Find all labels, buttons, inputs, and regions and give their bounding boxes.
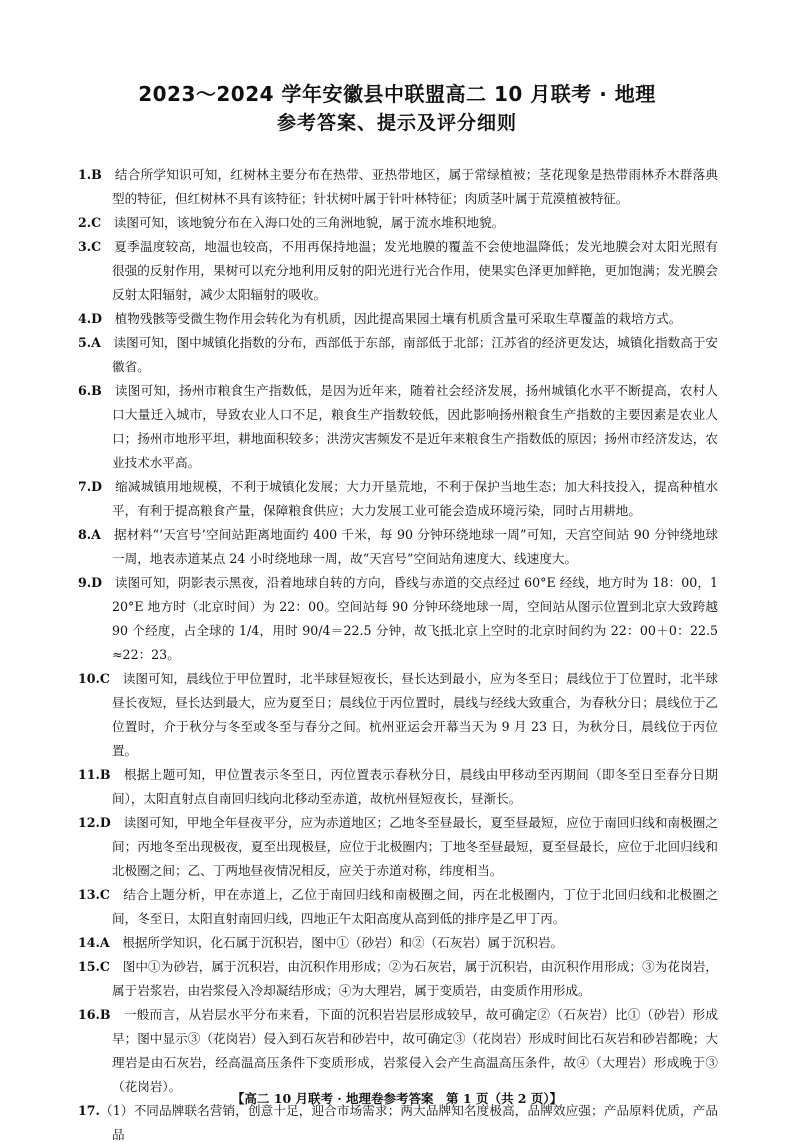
answer-text: 据材料“‘天宫号’空间站距离地面约 400 千米，每 90 分钟环绕地球一周”可知，天宫空间站 90 分钟绕地球一周，地表赤道某点 24 小时绕地球一周，故“天宫号”空间站角速度大、线速度大。	[112, 527, 719, 566]
answer-number: 17.	[78, 1103, 100, 1118]
answer-number: 15.C	[78, 959, 110, 974]
answer-number: 1.B	[78, 167, 102, 182]
answer-item-2	[78, 211, 718, 235]
page-title: 2023～2024 学年安徽县中联盟高二 10 月联考 · 地理	[138, 82, 656, 106]
answer-number: 6.B	[78, 383, 102, 398]
answer-item-8	[78, 523, 718, 571]
answer-number: 8.A	[78, 527, 101, 542]
page-subtitle: 参考答案、提示及评分细则	[276, 112, 517, 134]
answer-text: 结合上题分析，甲在赤道上，乙位于南回归线和南极圈之间，丙在北极圈内，丁位于北回归线和北极圈之间，冬至日，太阳直射南回归线，四地正午太阳高度从高到低的排序是乙甲丁丙。	[112, 887, 718, 926]
answer-number: 16.B	[78, 1007, 111, 1022]
answer-number: 10.C	[78, 671, 110, 686]
answer-number: 7.D	[78, 479, 103, 494]
answer-text: 夏季温度较高，地温也较高，不用再保持地温；发光地膜的覆盖不会使地温降低；发光地膜会对太阳光照有很强的反射作用，果树可以充分地利用反射的阳光进行光合作用，使果实色泽更加鲜艳，更加饱满；发光膜会反射太阳辐射，减少太阳辐射的吸收。	[112, 239, 719, 302]
answer-text: 结合所学知识可知，红树林主要分布在热带、亚热带地区，属于常绿植被；茎花现象是热带雨林乔木群落典型的特征，但红树林不具有该特征；针状树叶属于针叶林特征；肉质茎叶属于荒漠植被特征。	[112, 167, 719, 206]
answer-item-4	[78, 307, 718, 331]
answer-item-14	[78, 931, 718, 955]
answer-text: 根据所学知识，化石属于沉积岩，图中①（砂岩）和②（石灰岩）属于沉积岩。	[122, 935, 564, 950]
answer-item-11	[78, 763, 718, 811]
answer-text: 根据上题可知，甲位置表示冬至日，丙位置表示春秋分日，晨线由甲移动至丙期间（即冬至日至春分日期间），太阳直射点自南回归线向北移动至赤道，故杭州昼短夜长，昼渐长。	[112, 767, 719, 806]
answer-text: 图中①为砂岩，属于沉积岩，由沉积作用形成；②为石灰岩，属于沉积岩，由沉积作用形成；③为花岗岩，属于岩浆岩，由岩浆侵入冷却凝结形成；④为大理岩，属于变质岩，由变质作用形成。	[112, 959, 719, 998]
answer-text: 读图可知，阴影表示黑夜，沿着地球自转的方向，昏线与赤道的交点经过 60°E 经线，地方时为 18：00，120°E 地方时（北京时间）为 22：00。空间站每 90 分钟环绕地球一周，空间站从图示位置到北京大致跨越 90 个经度，占全球的 1/4，用时 90/4＝22.5 分钟，故飞抵北京上空时的北京时间约为 22：00＋0：22.5≈22：23。	[112, 575, 719, 662]
answer-number: 2.C	[78, 215, 102, 230]
answer-text: 读图可知，晨线位于甲位置时，北半球昼短夜长，昼长达到最小，应为冬至日；晨线位于丁位置时，北半球昼长夜短，昼长达到最大，应为夏至日；晨线位于丙位置时，晨线与经线大致重合，为春秋分日；晨线位于乙位置时，介于秋分与冬至或冬至与春分之间。杭州亚运会开幕当天为 9 月 23 日，为秋分日，晨线位于丙位置。	[112, 671, 719, 758]
answer-number: 5.A	[78, 335, 101, 350]
answer-item-10	[78, 667, 718, 763]
answer-item-7	[78, 475, 718, 523]
answer-number: 9.D	[78, 575, 103, 590]
answer-text: （1）不同品牌联名营销，创意十足，迎合市场需求；两大品牌知名度极高，品牌效应强；产品原料优质，产品品	[99, 1103, 718, 1142]
answer-item-15	[78, 955, 718, 1003]
answer-number: 13.C	[78, 887, 110, 902]
page-footer: 【高二 10 月联考 · 地理卷参考答案 第 1 页（共 2 页）】	[231, 1091, 563, 1106]
answer-text: 读图可知，甲地全年昼夜平分，应为赤道地区；乙地冬至昼最长，夏至昼最短，应位于南回归线和南极圈之间；丙地冬至出现极夜，夏至出现极昼，应位于北极圈内；丁地冬至昼最短，夏至昼最长，应位于北回归线和北极圈之间；乙、丁两地昼夜情况相反，应关于赤道对称，纬度相当。	[112, 815, 719, 878]
answer-item-9	[78, 571, 718, 667]
answer-item-5	[78, 331, 718, 379]
answer-list	[78, 163, 718, 1147]
answer-item-13	[78, 883, 718, 931]
answer-text: 读图可知，图中城镇化指数的分布，西部低于东部，南部低于北部；江苏省的经济更发达，城镇化指数高于安徽省。	[112, 335, 719, 374]
answer-text: 读图可知，扬州市粮食生产指数低，是因为近年来，随着社会经济发展，扬州城镇化水平不断提高，农村人口大量迁入城市，导致农业人口不足，粮食生产指数较低，因此影响扬州粮食生产指数的主要因素是农业人口；扬州市地形平坦，耕地面积较多；洪涝灾害频发不是近年来粮食生产指数低的原因；扬州市经济发达，农业技术水平高。	[112, 383, 719, 470]
answer-text: 植物残骸等受微生物作用会转化为有机质，因此提高果园土壤有机质含量可采取生草覆盖的栽培方式。	[114, 311, 682, 326]
answer-text: 一般而言，从岩层水平分布来看，下面的沉积岩岩层形成较早，故可确定②（石灰岩）比①（砂岩）形成早；图中显示③（花岗岩）侵入到石灰岩和砂岩中，故可确定③（花岗岩）形成时间比石灰岩和砂岩都晚；大理岩是由石灰岩，经高温高压条件下变质形成，岩浆侵入会产生高温高压条件，故④（大理岩）形成晚于③（花岗岩）。	[112, 1007, 719, 1094]
answer-number: 14.A	[78, 935, 110, 950]
answer-text: 读图可知，该地貌分布在入海口处的三角洲地貌，属于流水堆积地貌。	[113, 215, 505, 230]
answer-number: 4.D	[78, 311, 103, 326]
answer-item-3	[78, 235, 718, 307]
answer-item-16	[78, 1003, 718, 1099]
answer-number: 11.B	[78, 767, 111, 782]
answer-text: 缩减城镇用地规模，不利于城镇化发展；大力开垦荒地，不利于保护当地生态；加大科技投入，提高种植水平，有利于提高粮食产量，保障粮食供应；大力发展工业可能会造成环境污染，同时占用耕地。	[112, 479, 719, 518]
answer-number: 3.C	[78, 239, 102, 254]
answer-item-1	[78, 163, 718, 211]
answer-item-6	[78, 379, 718, 475]
answer-number: 12.D	[78, 815, 111, 830]
answer-item-12	[78, 811, 718, 883]
